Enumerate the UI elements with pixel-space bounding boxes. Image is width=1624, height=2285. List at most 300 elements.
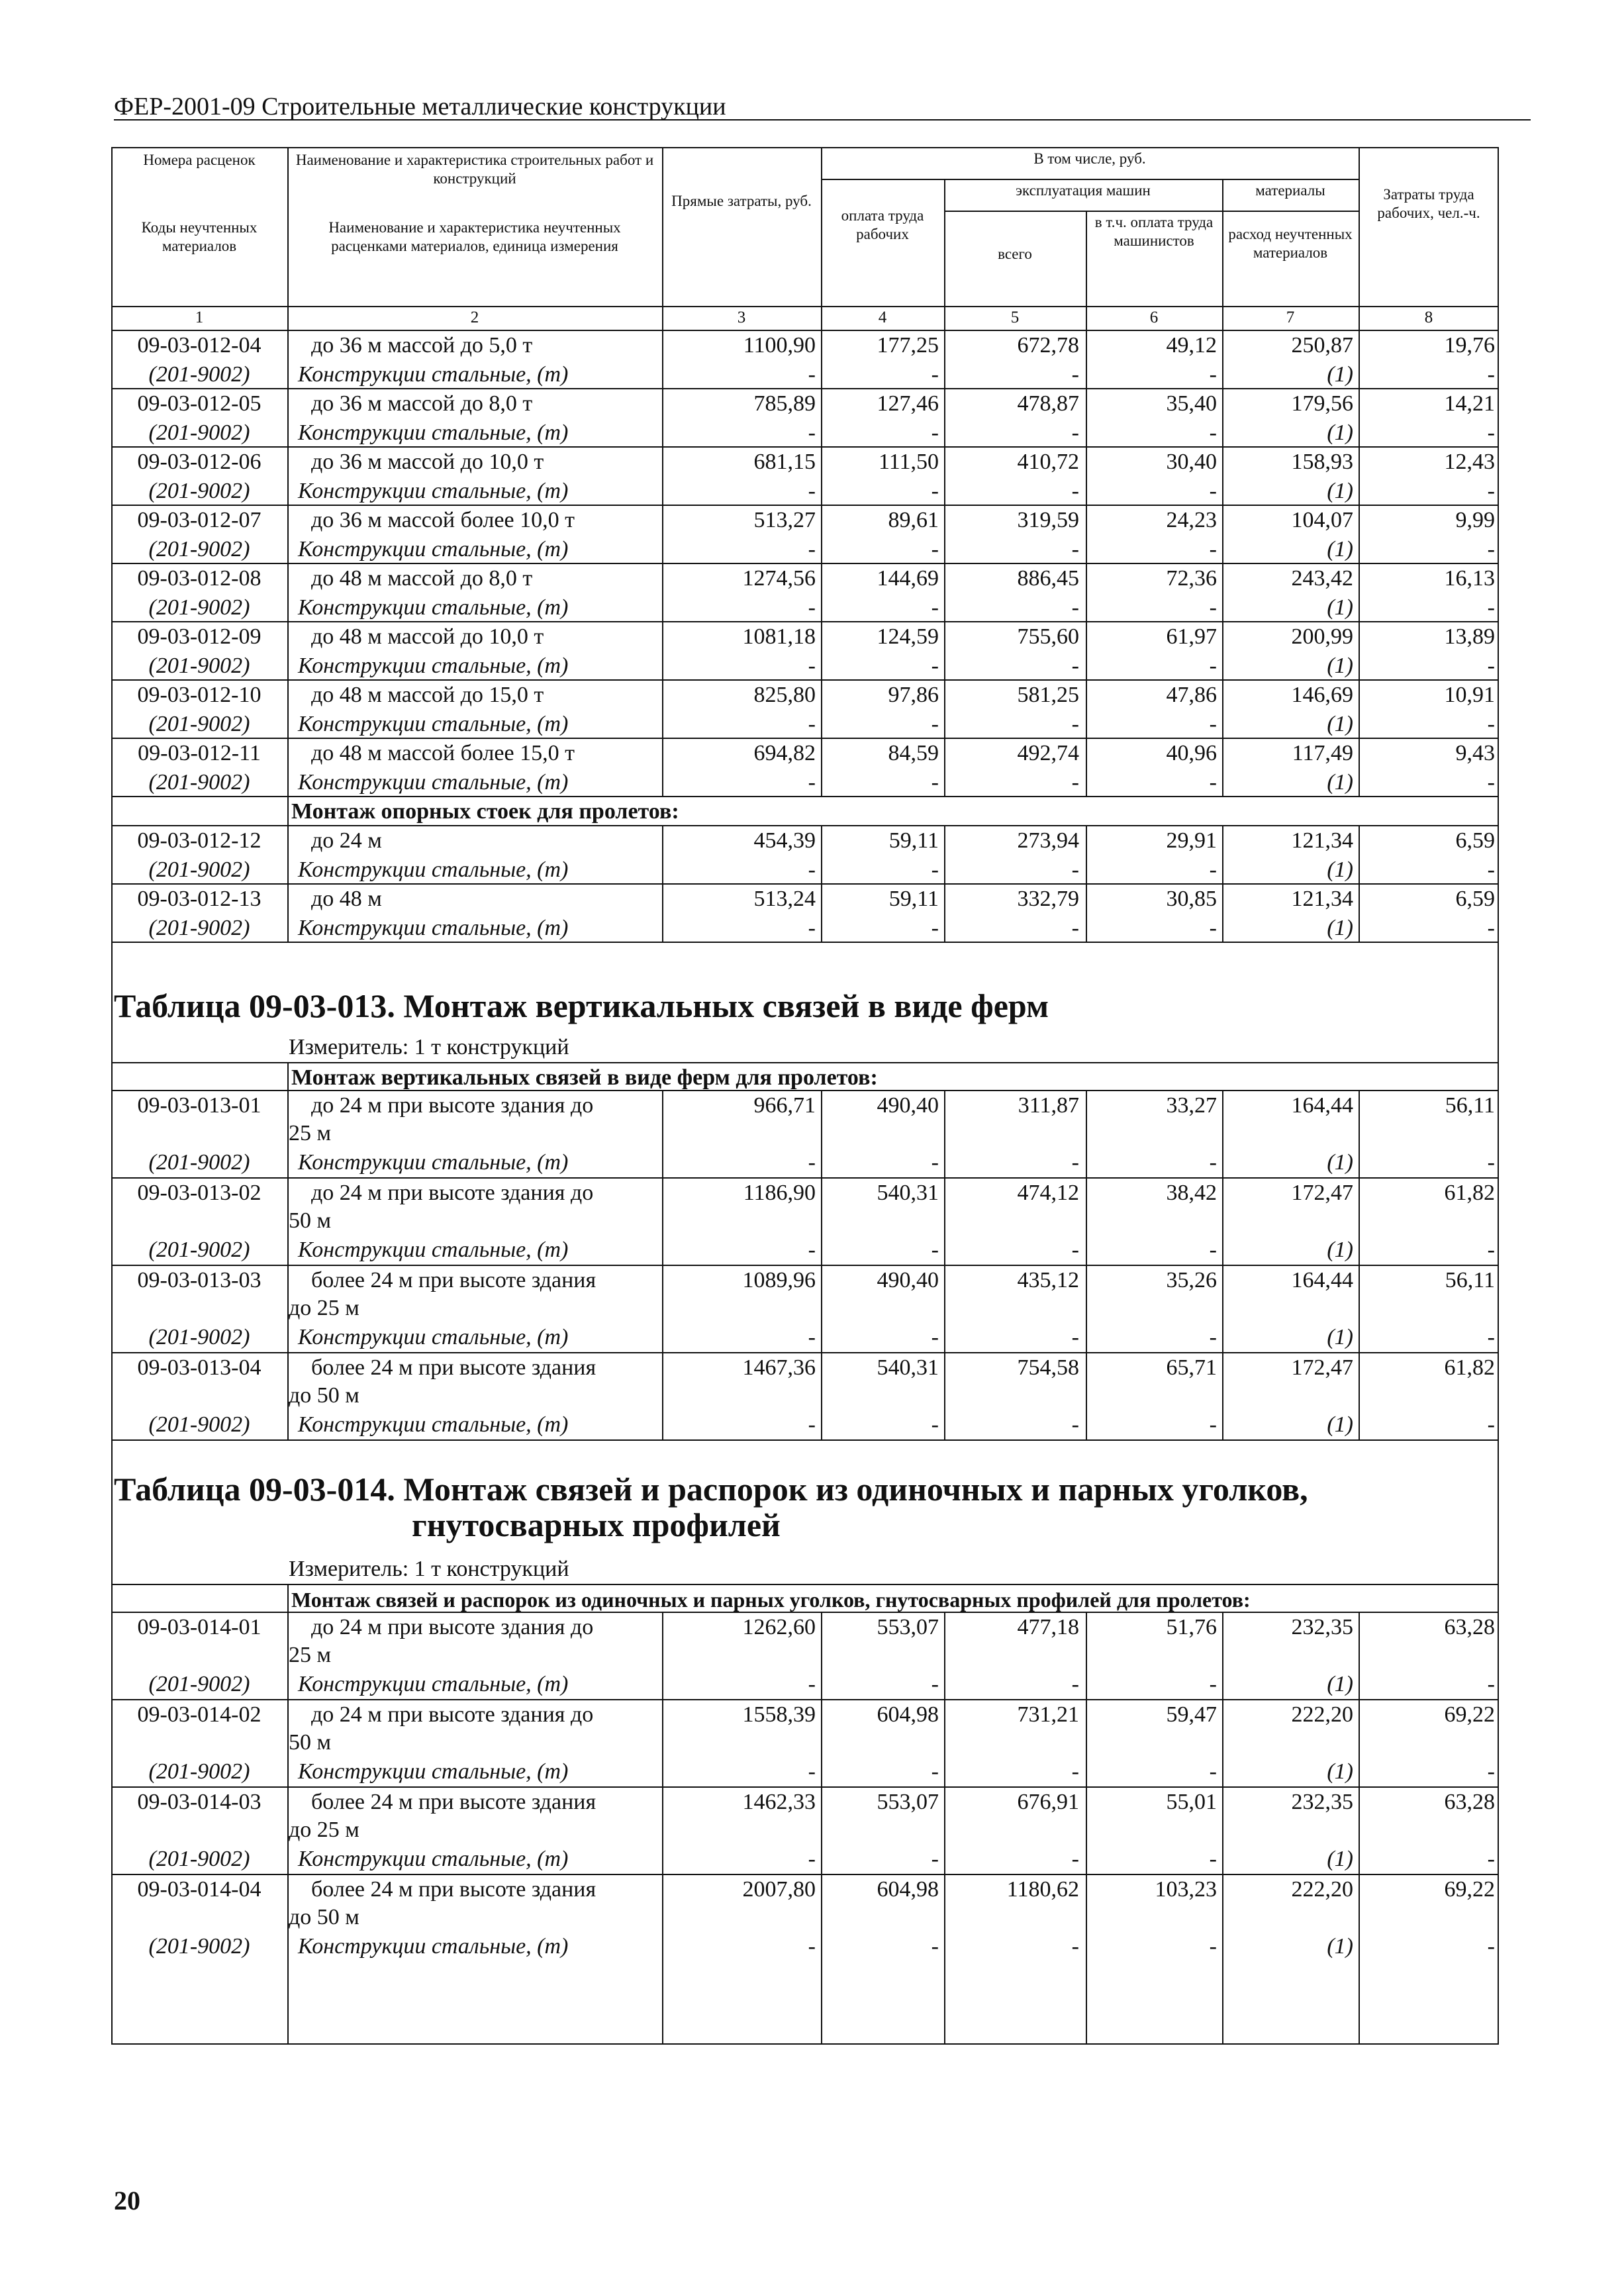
material-value: -: [931, 1412, 939, 1437]
header-material-name: Наименование и характеристика неучтенных расценками материалов, единица измерения: [328, 219, 621, 254]
row-rule: [111, 1584, 1499, 1585]
material-value: -: [1209, 654, 1217, 678]
work-name: до 48 м массой до 8,0 т: [311, 566, 533, 591]
value-cell: 553,07: [877, 1615, 939, 1639]
material-name: Конструкции стальные, (т): [298, 479, 569, 503]
section-heading: Монтаж опорных стоек для пролетов:: [291, 799, 679, 824]
value-cell: 12,43: [1444, 450, 1495, 474]
value-cell: 59,47: [1166, 1702, 1217, 1727]
table-013-measure: Измеритель: 1 т конструкций: [289, 1035, 569, 1059]
work-name-cont: 50 м: [289, 1730, 332, 1755]
header-rule: [821, 147, 822, 306]
material-code: (201-9002): [148, 1672, 250, 1696]
material-value: (1): [1327, 1325, 1353, 1349]
work-name: до 48 м: [311, 887, 382, 911]
material-value: -: [1071, 595, 1079, 620]
material-value: -: [1487, 1847, 1495, 1871]
material-value: (1): [1327, 1238, 1353, 1262]
value-cell: 127,46: [877, 391, 939, 416]
material-value: -: [931, 595, 939, 620]
value-cell: 1558,39: [742, 1702, 816, 1727]
value-cell: 103,23: [1155, 1877, 1217, 1902]
material-value: -: [808, 1934, 816, 1959]
material-value: -: [808, 1412, 816, 1437]
header-work-name: Наименование и характеристика строительных работ и конструкций: [295, 152, 654, 187]
header-including: В том числе, руб.: [1033, 150, 1146, 167]
column-number: 7: [1286, 309, 1295, 326]
work-name: более 24 м при высоте здания: [311, 1268, 597, 1292]
material-value: -: [1487, 1759, 1495, 1784]
column-rule: [287, 1584, 289, 1612]
value-cell: 16,13: [1444, 566, 1495, 591]
material-value: -: [808, 537, 816, 561]
value-cell: 47,86: [1166, 683, 1217, 707]
material-value: -: [931, 1150, 939, 1175]
material-name: Конструкции стальные, (т): [298, 1412, 569, 1437]
value-cell: 250,87: [1291, 333, 1353, 358]
header-rule: [944, 179, 945, 306]
material-value: -: [1209, 1759, 1217, 1784]
work-name: до 36 м массой до 10,0 т: [311, 450, 544, 474]
material-name: Конструкции стальные, (т): [298, 770, 569, 795]
column-number: 4: [878, 309, 887, 326]
value-cell: 13,89: [1444, 624, 1495, 649]
value-cell: 478,87: [1017, 391, 1079, 416]
material-value: -: [931, 916, 939, 940]
material-code: (201-9002): [148, 1150, 250, 1175]
material-value: -: [808, 1238, 816, 1262]
value-cell: 179,56: [1291, 391, 1353, 416]
value-cell: 681,15: [753, 450, 816, 474]
rate-code: 09-03-012-04: [137, 333, 262, 358]
value-cell: 200,99: [1291, 624, 1353, 649]
material-name: Конструкции стальные, (т): [298, 1672, 569, 1696]
material-value: (1): [1327, 420, 1353, 445]
material-code: (201-9002): [148, 537, 250, 561]
material-code: (201-9002): [148, 420, 250, 445]
material-value: (1): [1327, 479, 1353, 503]
value-cell: 1262,60: [742, 1615, 816, 1639]
column-number: 5: [1010, 309, 1020, 326]
header-material-consumption: расход неучтенных материалов: [1228, 226, 1353, 261]
value-cell: 319,59: [1017, 508, 1079, 532]
material-value: (1): [1327, 712, 1353, 736]
material-value: -: [931, 857, 939, 882]
work-name: до 24 м при высоте здания до: [311, 1093, 594, 1118]
header-operator-pay: в т.ч. оплата труда машинистов: [1094, 214, 1214, 249]
value-cell: 6,59: [1455, 887, 1495, 911]
header-labor: Затраты труда рабочих, чел.-ч.: [1377, 186, 1480, 221]
value-cell: 731,21: [1017, 1702, 1079, 1727]
value-cell: 454,39: [753, 828, 816, 853]
header-rule: [111, 306, 1499, 307]
value-cell: 754,58: [1017, 1355, 1079, 1380]
material-value: -: [808, 1672, 816, 1696]
material-name: Конструкции стальные, (т): [298, 1150, 569, 1175]
column-number: 3: [737, 309, 746, 326]
table-014-title-cont: гнутосварных профилей: [412, 1506, 781, 1543]
work-name-cont: 25 м: [289, 1121, 332, 1145]
rate-code: 09-03-014-02: [137, 1702, 262, 1727]
value-cell: 49,12: [1166, 333, 1217, 358]
material-value: -: [808, 1325, 816, 1349]
value-cell: 9,43: [1455, 741, 1495, 765]
value-cell: 124,59: [877, 624, 939, 649]
work-name: более 24 м при высоте здания: [311, 1877, 597, 1902]
material-value: (1): [1327, 857, 1353, 882]
column-number: 1: [195, 309, 204, 326]
work-name-cont: до 25 м: [289, 1296, 359, 1320]
material-name: Конструкции стальные, (т): [298, 857, 569, 882]
material-value: -: [931, 362, 939, 387]
work-name: до 36 м массой до 5,0 т: [311, 333, 533, 358]
material-value: -: [1487, 595, 1495, 620]
value-cell: 1100,90: [743, 333, 816, 358]
material-value: (1): [1327, 654, 1353, 678]
material-name: Конструкции стальные, (т): [298, 1934, 569, 1959]
header-direct-costs: Прямые затраты, руб.: [671, 193, 812, 209]
material-value: -: [931, 1238, 939, 1262]
value-cell: 886,45: [1017, 566, 1079, 591]
value-cell: 35,26: [1166, 1268, 1217, 1292]
value-cell: 474,12: [1017, 1181, 1079, 1205]
rate-code: 09-03-014-03: [137, 1790, 262, 1814]
material-value: -: [1487, 1325, 1495, 1349]
value-cell: 172,47: [1291, 1355, 1353, 1380]
material-value: -: [1487, 1238, 1495, 1262]
material-value: -: [931, 1847, 939, 1871]
value-cell: 1089,96: [742, 1268, 816, 1292]
material-name: Конструкции стальные, (т): [298, 1847, 569, 1871]
value-cell: 33,27: [1166, 1093, 1217, 1118]
value-cell: 19,76: [1444, 333, 1495, 358]
material-value: (1): [1327, 1412, 1353, 1437]
value-cell: 24,23: [1166, 508, 1217, 532]
material-value: -: [1071, 654, 1079, 678]
value-cell: 56,11: [1445, 1268, 1495, 1292]
material-value: -: [1071, 1847, 1079, 1871]
work-name-cont: 50 м: [289, 1208, 332, 1233]
material-value: -: [1209, 770, 1217, 795]
value-cell: 158,93: [1291, 450, 1353, 474]
material-name: Конструкции стальные, (т): [298, 654, 569, 678]
material-value: -: [808, 654, 816, 678]
material-value: (1): [1327, 916, 1353, 940]
rate-code: 09-03-012-10: [137, 683, 262, 707]
rate-code: 09-03-012-06: [137, 450, 262, 474]
value-cell: 38,42: [1166, 1181, 1217, 1205]
material-code: (201-9002): [148, 916, 250, 940]
material-value: -: [1209, 1934, 1217, 1959]
material-code: (201-9002): [148, 1412, 250, 1437]
material-value: -: [1487, 537, 1495, 561]
value-cell: 490,40: [877, 1093, 939, 1118]
material-code: (201-9002): [148, 1325, 250, 1349]
value-cell: 222,20: [1291, 1702, 1353, 1727]
value-cell: 172,47: [1291, 1181, 1353, 1205]
material-value: -: [931, 770, 939, 795]
header-rule: [821, 179, 1359, 180]
material-name: Конструкции стальные, (т): [298, 1759, 569, 1784]
material-value: -: [1071, 420, 1079, 445]
value-cell: 676,91: [1017, 1790, 1079, 1814]
table-014-measure: Измеритель: 1 т конструкций: [289, 1557, 569, 1581]
value-cell: 540,31: [877, 1355, 939, 1380]
material-value: -: [1071, 537, 1079, 561]
value-cell: 273,94: [1017, 828, 1079, 853]
value-cell: 65,71: [1166, 1355, 1217, 1380]
header-machines-total: всего: [998, 246, 1032, 262]
material-value: -: [1071, 1934, 1079, 1959]
material-value: (1): [1327, 1150, 1353, 1175]
value-cell: 604,98: [877, 1877, 939, 1902]
value-cell: 2007,80: [742, 1877, 816, 1902]
value-cell: 30,40: [1166, 450, 1217, 474]
work-name-cont: до 50 м: [289, 1905, 359, 1929]
value-cell: 56,11: [1445, 1093, 1495, 1118]
rate-code: 09-03-013-04: [137, 1355, 262, 1380]
material-value: -: [1209, 362, 1217, 387]
value-cell: 553,07: [877, 1790, 939, 1814]
material-code: (201-9002): [148, 1934, 250, 1959]
material-value: -: [1071, 857, 1079, 882]
value-cell: 243,42: [1291, 566, 1353, 591]
running-head: ФЕР-2001-09 Строительные металлические конструкции: [114, 93, 726, 121]
value-cell: 121,34: [1291, 887, 1353, 911]
value-cell: 146,69: [1291, 683, 1353, 707]
material-value: -: [808, 770, 816, 795]
material-value: -: [808, 479, 816, 503]
value-cell: 104,07: [1291, 508, 1353, 532]
material-value: -: [1071, 362, 1079, 387]
value-cell: 89,61: [888, 508, 939, 532]
value-cell: 1462,33: [742, 1790, 816, 1814]
material-value: -: [1487, 362, 1495, 387]
material-value: -: [1071, 479, 1079, 503]
value-cell: 825,80: [753, 683, 816, 707]
header-rule: [1222, 179, 1223, 306]
value-cell: 755,60: [1017, 624, 1079, 649]
value-cell: 164,44: [1291, 1268, 1353, 1292]
material-code: (201-9002): [148, 1759, 250, 1784]
material-value: -: [808, 857, 816, 882]
value-cell: 35,40: [1166, 391, 1217, 416]
material-value: -: [1487, 1672, 1495, 1696]
header-materials: материалы: [1255, 182, 1325, 199]
column-rule: [287, 796, 289, 825]
material-name: Конструкции стальные, (т): [298, 362, 569, 387]
column-number: 8: [1424, 309, 1433, 326]
material-value: -: [1209, 1672, 1217, 1696]
column-rule: [287, 1062, 289, 1090]
value-cell: 1081,18: [742, 624, 816, 649]
value-cell: 59,11: [888, 887, 939, 911]
rate-code: 09-03-014-04: [137, 1877, 262, 1902]
value-cell: 513,27: [753, 508, 816, 532]
material-code: (201-9002): [148, 712, 250, 736]
value-cell: 785,89: [753, 391, 816, 416]
value-cell: 435,12: [1017, 1268, 1079, 1292]
value-cell: 61,82: [1444, 1355, 1495, 1380]
material-value: -: [931, 537, 939, 561]
material-value: -: [931, 1934, 939, 1959]
header-rule: [1359, 147, 1360, 306]
table-014-section: Монтаж связей и распорок из одиночных и парных уголков, гнутосварных профилей для пролетов:: [291, 1588, 1251, 1612]
material-code: (201-9002): [148, 770, 250, 795]
value-cell: 1186,90: [743, 1181, 816, 1205]
material-value: (1): [1327, 1759, 1353, 1784]
material-value: -: [1209, 479, 1217, 503]
value-cell: 63,28: [1444, 1615, 1495, 1639]
value-cell: 232,35: [1291, 1790, 1353, 1814]
material-value: (1): [1327, 595, 1353, 620]
material-value: -: [1209, 1412, 1217, 1437]
work-name: до 48 м массой до 10,0 т: [311, 624, 544, 649]
material-code: (201-9002): [148, 362, 250, 387]
work-name: до 24 м при высоте здания до: [311, 1615, 594, 1639]
value-cell: 9,99: [1455, 508, 1495, 532]
value-cell: 164,44: [1291, 1093, 1353, 1118]
rate-code: 09-03-013-03: [137, 1268, 262, 1292]
value-cell: 117,49: [1292, 741, 1353, 765]
rate-code: 09-03-012-13: [137, 887, 262, 911]
material-value: -: [1209, 1847, 1217, 1871]
material-value: -: [808, 712, 816, 736]
material-value: -: [1071, 1150, 1079, 1175]
work-name-cont: до 25 м: [289, 1818, 359, 1842]
work-name: более 24 м при высоте здания: [311, 1355, 597, 1380]
column-number: 6: [1149, 309, 1159, 326]
value-cell: 29,91: [1166, 828, 1217, 853]
material-code: (201-9002): [148, 479, 250, 503]
value-cell: 490,40: [877, 1268, 939, 1292]
work-name: до 48 м массой до 15,0 т: [311, 683, 544, 707]
work-name: до 24 м при высоте здания до: [311, 1702, 594, 1727]
header-rate-numbers: Номера расценок: [143, 152, 256, 168]
value-cell: 69,22: [1444, 1877, 1495, 1902]
material-name: Конструкции стальные, (т): [298, 916, 569, 940]
value-cell: 492,74: [1017, 741, 1079, 765]
material-value: (1): [1327, 770, 1353, 795]
material-value: -: [1487, 857, 1495, 882]
material-value: -: [1071, 770, 1079, 795]
rate-code: 09-03-013-02: [137, 1181, 262, 1205]
value-cell: 61,82: [1444, 1181, 1495, 1205]
value-cell: 51,76: [1166, 1615, 1217, 1639]
value-cell: 59,11: [888, 828, 939, 853]
material-value: -: [1209, 1150, 1217, 1175]
material-value: -: [1487, 479, 1495, 503]
material-name: Конструкции стальные, (т): [298, 1325, 569, 1349]
value-cell: 177,25: [877, 333, 939, 358]
value-cell: 540,31: [877, 1181, 939, 1205]
material-value: -: [808, 362, 816, 387]
material-value: -: [1209, 537, 1217, 561]
material-value: -: [1209, 1238, 1217, 1262]
work-name-cont: 25 м: [289, 1643, 332, 1667]
material-value: -: [1071, 916, 1079, 940]
value-cell: 332,79: [1017, 887, 1079, 911]
material-value: -: [1071, 1672, 1079, 1696]
material-value: -: [931, 420, 939, 445]
material-code: (201-9002): [148, 1238, 250, 1262]
header-material-codes: Коды неучтенных материалов: [141, 219, 258, 254]
value-cell: 144,69: [877, 566, 939, 591]
material-name: Конструкции стальные, (т): [298, 537, 569, 561]
material-name: Конструкции стальные, (т): [298, 420, 569, 445]
material-name: Конструкции стальные, (т): [298, 1238, 569, 1262]
material-value: -: [808, 1847, 816, 1871]
header-rule: [944, 211, 1359, 212]
value-cell: 604,98: [877, 1702, 939, 1727]
material-value: -: [1209, 595, 1217, 620]
value-cell: 966,71: [753, 1093, 816, 1118]
rate-code: 09-03-014-01: [137, 1615, 262, 1639]
row-rule: [111, 1062, 1499, 1063]
value-cell: 222,20: [1291, 1877, 1353, 1902]
material-value: -: [808, 420, 816, 445]
material-value: -: [1487, 1412, 1495, 1437]
value-cell: 1467,36: [742, 1355, 816, 1380]
value-cell: 513,24: [753, 887, 816, 911]
material-code: (201-9002): [148, 857, 250, 882]
material-value: (1): [1327, 1847, 1353, 1871]
material-value: -: [1209, 857, 1217, 882]
header-rule: [287, 147, 289, 306]
material-value: -: [1487, 1934, 1495, 1959]
material-value: -: [1071, 1412, 1079, 1437]
work-name: более 24 м при высоте здания: [311, 1790, 597, 1814]
value-cell: 121,34: [1291, 828, 1353, 853]
material-code: (201-9002): [148, 595, 250, 620]
value-cell: 40,96: [1166, 741, 1217, 765]
material-value: -: [931, 479, 939, 503]
value-cell: 1274,56: [742, 566, 816, 591]
value-cell: 14,21: [1444, 391, 1495, 416]
work-name: до 36 м массой до 8,0 т: [311, 391, 533, 416]
work-name: до 24 м при высоте здания до: [311, 1181, 594, 1205]
value-cell: 97,86: [888, 683, 939, 707]
rate-code: 09-03-012-07: [137, 508, 262, 532]
value-cell: 410,72: [1017, 450, 1079, 474]
row-rule: [111, 1439, 1499, 1441]
table-014-title: Таблица 09-03-014. Монтаж связей и распорок из одиночных и парных уголков,: [114, 1471, 1308, 1508]
header-rule: [1086, 211, 1087, 306]
material-value: -: [931, 654, 939, 678]
value-cell: 55,01: [1166, 1790, 1217, 1814]
column-number: 2: [470, 309, 479, 326]
material-value: -: [1487, 1150, 1495, 1175]
work-name-cont: до 50 м: [289, 1383, 359, 1408]
work-name: до 48 м массой более 15,0 т: [311, 741, 575, 765]
material-value: (1): [1327, 1672, 1353, 1696]
rate-code: 09-03-012-08: [137, 566, 262, 591]
material-value: -: [1487, 420, 1495, 445]
material-code: (201-9002): [148, 654, 250, 678]
value-cell: 10,91: [1444, 683, 1495, 707]
value-cell: 694,82: [753, 741, 816, 765]
material-value: -: [808, 1150, 816, 1175]
material-value: -: [1209, 420, 1217, 445]
value-cell: 111,50: [879, 450, 939, 474]
value-cell: 232,35: [1291, 1615, 1353, 1639]
material-value: -: [808, 916, 816, 940]
value-cell: 6,59: [1455, 828, 1495, 853]
value-cell: 84,59: [888, 741, 939, 765]
material-value: -: [931, 1325, 939, 1349]
header-rule: [662, 147, 663, 306]
value-cell: 61,97: [1166, 624, 1217, 649]
